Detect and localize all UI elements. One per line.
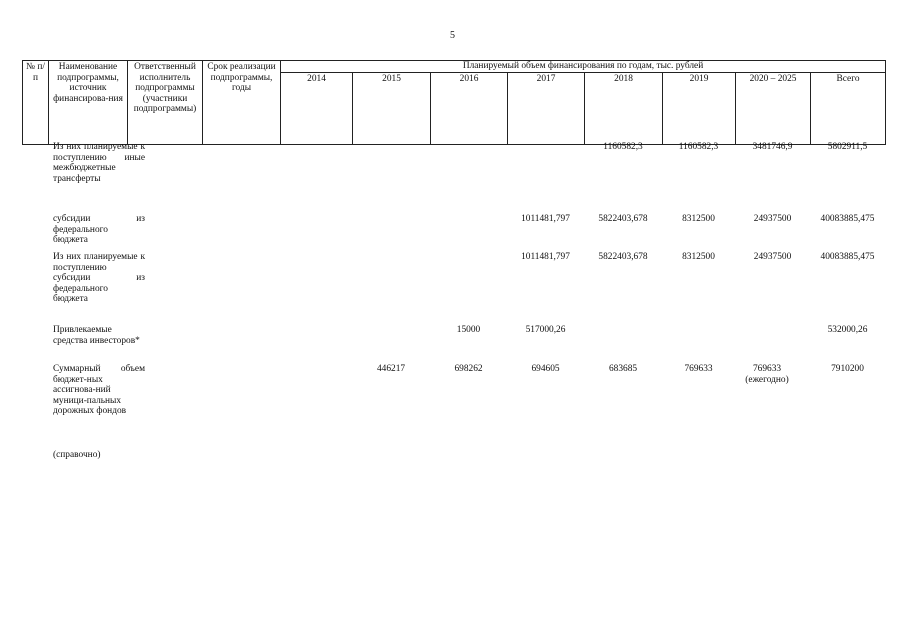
value-2017: 1011481,797: [521, 214, 570, 224]
row-name: субсидии из федерального бюджета: [53, 214, 145, 246]
col-header-name: Наименование подпрограммы, источник финансирова-ния: [49, 61, 128, 145]
value-2019: 8312500: [682, 252, 715, 262]
value-total: 7910200: [831, 364, 864, 374]
col-header-planned-financing: Планируемый объем финансирования по годам, тыс. рублей: [281, 61, 886, 73]
total-header: Всего: [811, 72, 886, 144]
value-2020-2025: 3481746,9: [752, 142, 793, 152]
value-2017: 1011481,797: [521, 252, 570, 262]
value-2019: 8312500: [682, 214, 715, 224]
year-header: 2014: [281, 72, 353, 144]
value-2018: 5822403,678: [598, 214, 648, 224]
year-header: 2016: [431, 72, 508, 144]
value-2017: 517000,26: [525, 325, 566, 335]
value-2020-2025: 24937500: [753, 252, 792, 262]
row-name: Из них планируемые к поступлению субсидии из федерального бюджета: [53, 252, 145, 305]
row-name: Суммарный объем бюджет-ных ассигнова-ний муници-пальных дорожных фондов: [53, 364, 145, 417]
value-2016: 698262: [454, 364, 483, 374]
value-2020-2025: 769633 (ежегодно): [745, 364, 789, 385]
value-2018: 5822403,678: [598, 252, 648, 262]
table-header: [22, 60, 886, 145]
year-header: 2020 – 2025: [736, 72, 811, 144]
col-header-num: № п/п: [23, 61, 49, 145]
value-total: 5802911,5: [827, 142, 868, 152]
value-2019: 1160582,3: [678, 142, 719, 152]
value-2018: 1160582,3: [603, 142, 643, 152]
col-header-executor: Ответственный исполнитель подпрограммы (участники подпрограммы): [128, 61, 203, 145]
year-header: 2018: [585, 72, 663, 144]
value-total: 40083885,475: [820, 252, 875, 262]
value-2019: 769633: [684, 364, 713, 374]
col-header-term: Срок реализации подпрограммы, годы: [203, 61, 281, 145]
value-total: 532000,26: [827, 325, 868, 335]
year-header: 2019: [663, 72, 736, 144]
page-number: 5: [450, 30, 455, 41]
value-2020-2025: 24937500: [753, 214, 792, 224]
row-name: Из них планируемые к поступлению иные межбюджетные трансферты: [53, 142, 145, 184]
row-name: Привлекаемые средства инвесторов*: [53, 325, 140, 346]
value-2017: 694605: [531, 364, 560, 374]
value-2016: 15000: [456, 325, 481, 335]
year-header: 2017: [508, 72, 585, 144]
value-2018: 683685: [608, 364, 638, 374]
value-2015: 446217: [376, 364, 406, 374]
year-header: 2015: [353, 72, 431, 144]
value-total: 40083885,475: [820, 214, 875, 224]
row-name: (справочно): [53, 450, 101, 460]
